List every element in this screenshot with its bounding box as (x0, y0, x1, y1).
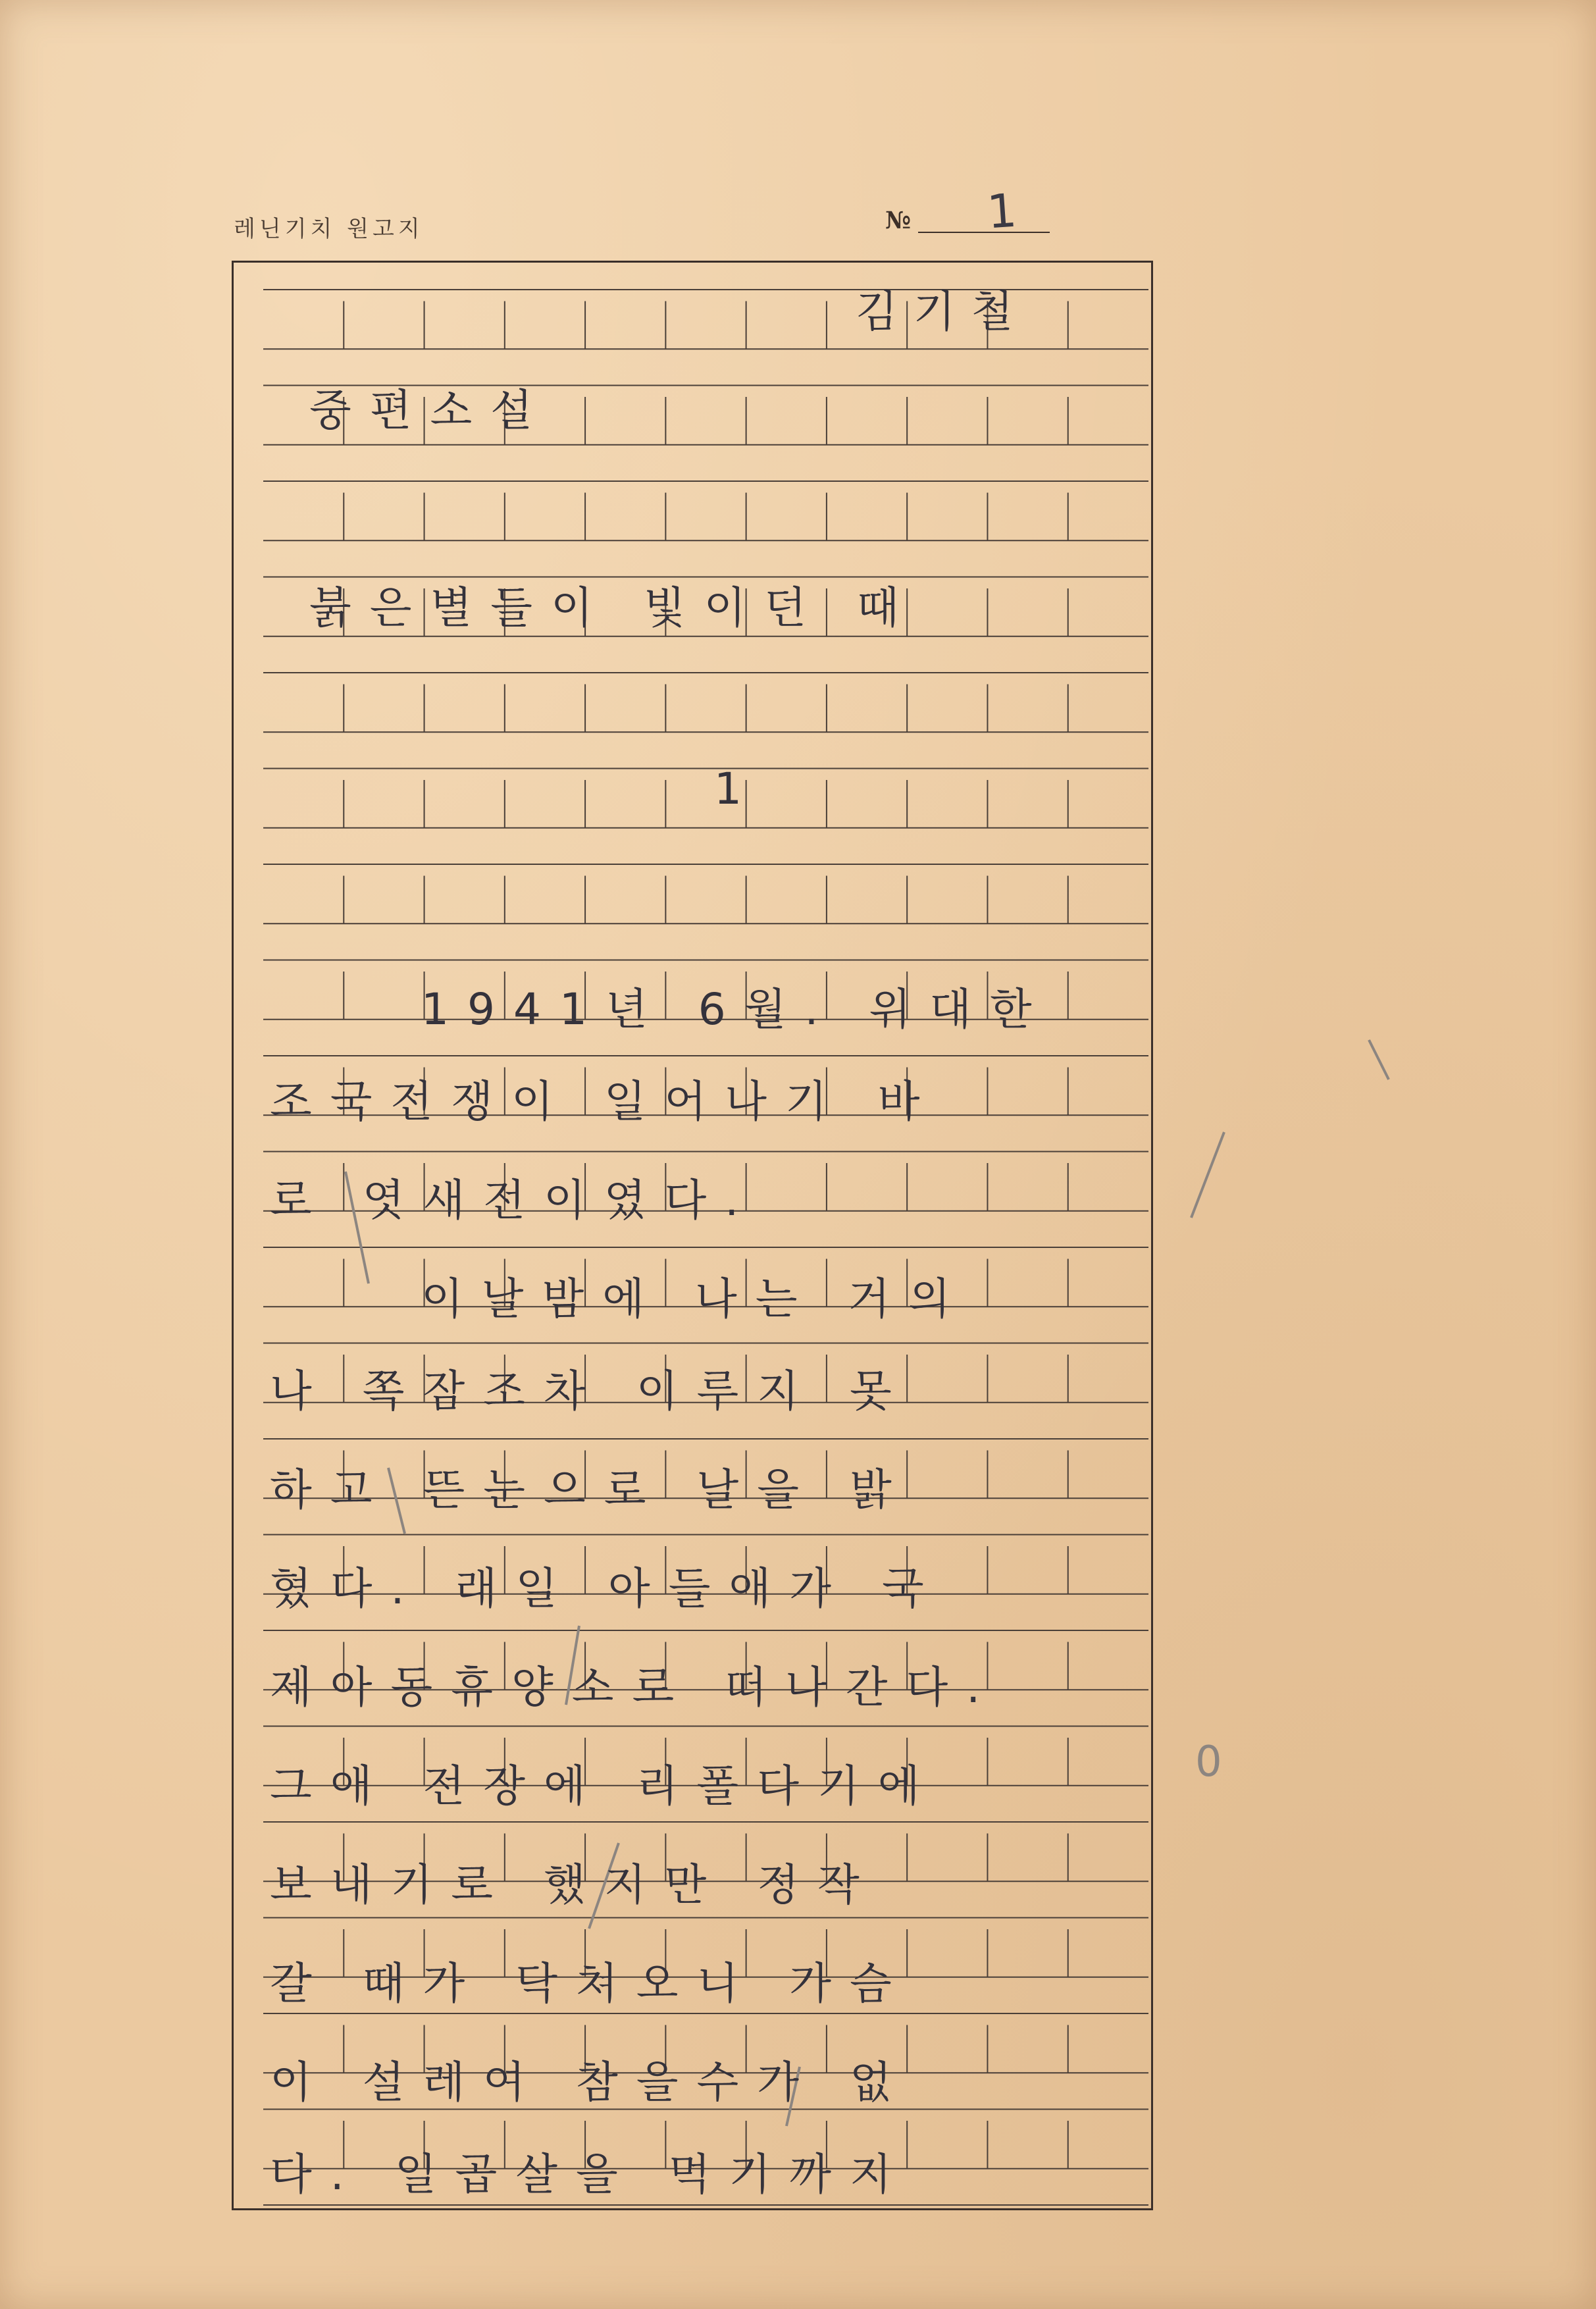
manuscript-line: 그애 전장에 리폴다기에 (270, 1761, 939, 1811)
manuscript-title: 붉은별들이 빛이던 때 (309, 583, 917, 633)
page-number: 1 (985, 183, 1019, 240)
pencil-slash-mark (1191, 1132, 1224, 1218)
chapter-number: 1 (714, 764, 760, 814)
manuscript-line: 혔다. 래일 아들애가 국 (270, 1563, 942, 1614)
manuscript-line: 나 쪽잠조차 이루지 못 (270, 1366, 910, 1416)
genre-label: 중편소설 (309, 385, 552, 436)
manuscript-line: 하고 뜬눈으로 날을 밝 (270, 1465, 910, 1515)
manuscript-line: 이날밤에 나는 거의 (421, 1274, 969, 1324)
proof-mark: 0 (1195, 1738, 1222, 1786)
manuscript-line: 제아동휴양소로 떠나간다. (270, 1662, 999, 1713)
page-number-prefix: № (885, 207, 912, 234)
manuscript-line: 1941년 6월. 위대한 (421, 984, 1050, 1035)
author-name: 김기철 (856, 286, 1029, 337)
manuscript-line: 갈 때가 닥쳐오니 가슴 (270, 1958, 910, 2009)
manuscript-line: 다. 일곱살을 먹기까지 (270, 2149, 910, 2200)
manuscript-line: 이 설레여 참을수가 없 (270, 2057, 910, 2108)
paper-header-label: 레닌기치 원고지 (234, 216, 424, 242)
manuscript-line: 로 엿새전이였다. (270, 1175, 758, 1226)
manuscript-line: 조국전쟁이 일어나기 바 (270, 1076, 939, 1127)
pencil-slash-mark (1369, 1040, 1389, 1079)
manuscript-line: 보내기로 했지만 정작 (270, 1859, 878, 1910)
